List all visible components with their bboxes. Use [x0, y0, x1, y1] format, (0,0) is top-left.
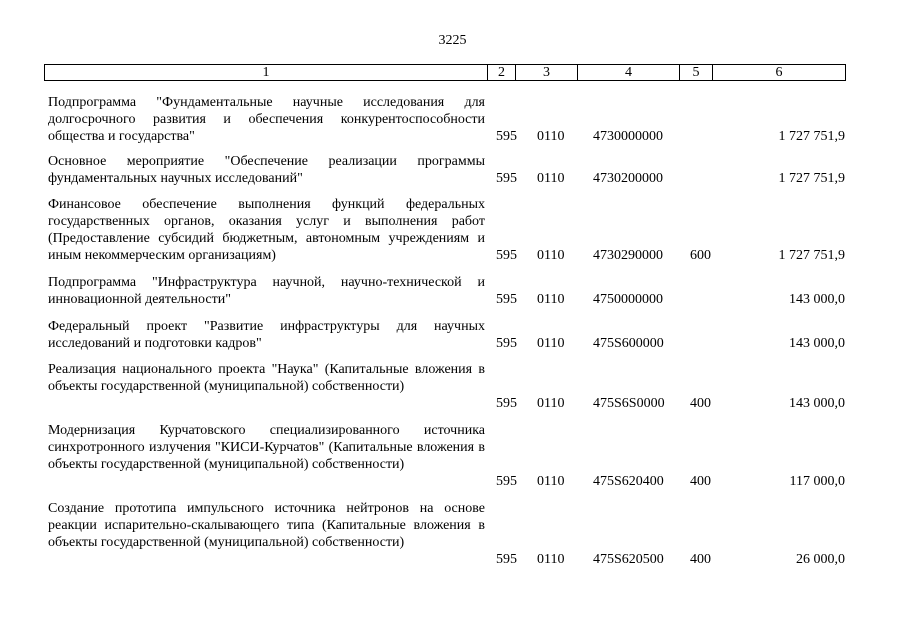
column-header-4: 4 [578, 65, 680, 81]
row-section-code: 0110 [537, 396, 565, 411]
column-header-table [44, 64, 846, 81]
row-target-article: 475S620500 [593, 552, 664, 567]
column-header-5: 5 [680, 65, 713, 81]
row-expense-type: 400 [690, 396, 711, 411]
row-target-article: 4730290000 [593, 248, 663, 263]
row-ministry-code: 595 [496, 171, 517, 186]
row-description: Подпрограмма "Фундаментальные научные исследования для долгосрочного развития и обеспечения конкурентоспособности общества и государства" [48, 95, 485, 144]
table-row [48, 274, 845, 308]
row-amount: 1 727 751,9 [778, 171, 845, 186]
row-description: Модернизация Курчатовского специализированного источника синхротронного излучения "КИСИ-Курчатов" (Капитальные вложения в объекты государственной (муниципальной) собственности) [48, 423, 485, 472]
row-target-article: 4750000000 [593, 292, 663, 307]
row-expense-type: 400 [690, 552, 711, 567]
row-ministry-code: 595 [496, 248, 517, 263]
column-header-6: 6 [713, 65, 846, 81]
table-row [48, 500, 845, 568]
row-section-code: 0110 [537, 292, 565, 307]
row-description: Подпрограмма "Инфраструктура научной, научно-технической и инновационной деятельности" [48, 275, 485, 307]
row-amount: 1 727 751,9 [778, 129, 845, 144]
row-description: Основное мероприятие "Обеспечение реализации программы фундаментальных научных исследований" [48, 154, 485, 186]
row-amount: 143 000,0 [789, 396, 845, 411]
row-expense-type: 400 [690, 474, 711, 489]
row-ministry-code: 595 [496, 292, 517, 307]
page-number: 3225 [438, 33, 467, 48]
row-section-code: 0110 [537, 552, 565, 567]
row-amount: 143 000,0 [789, 336, 845, 351]
row-target-article: 4730000000 [593, 129, 663, 144]
row-ministry-code: 595 [496, 129, 517, 144]
row-section-code: 0110 [537, 474, 565, 489]
column-header-row [45, 65, 846, 81]
row-target-article: 475S620400 [593, 474, 664, 489]
row-ministry-code: 595 [496, 336, 517, 351]
column-header-1: 1 [45, 65, 488, 81]
row-amount: 117 000,0 [789, 474, 845, 489]
row-amount: 26 000,0 [796, 552, 845, 567]
row-section-code: 0110 [537, 171, 565, 186]
table-row [48, 153, 845, 187]
table-row [48, 318, 845, 352]
row-target-article: 475S6S0000 [593, 396, 665, 411]
table-row [48, 422, 845, 490]
row-ministry-code: 595 [496, 474, 517, 489]
row-description: Создание прототипа импульсного источника нейтронов на основе реакции испарительно-скалывающего типа (Капитальные вложения в объекты государственной (муниципальной) собственности) [48, 501, 485, 550]
row-target-article: 4730200000 [593, 171, 663, 186]
row-section-code: 0110 [537, 248, 565, 263]
table-row [48, 361, 845, 412]
row-amount: 1 727 751,9 [778, 248, 845, 263]
row-amount: 143 000,0 [789, 292, 845, 307]
row-section-code: 0110 [537, 336, 565, 351]
row-ministry-code: 595 [496, 552, 517, 567]
row-description: Финансовое обеспечение выполнения функций федеральных государственных органов, оказания услуг и выполнения работ (Предоставление субсидий бюджетным, автономным учреждениям и иным некоммерческим организациям) [48, 197, 485, 263]
row-ministry-code: 595 [496, 396, 517, 411]
row-section-code: 0110 [537, 129, 565, 144]
row-description: Реализация национального проекта "Наука" (Капитальные вложения в объекты государственной (муниципальной) собственности) [48, 362, 485, 394]
column-header-2: 2 [488, 65, 516, 81]
table-row [48, 94, 845, 145]
row-target-article: 475S600000 [593, 336, 664, 351]
column-header-3: 3 [516, 65, 578, 81]
row-description: Федеральный проект "Развитие инфраструктуры для научных исследований и подготовки кадров" [48, 319, 485, 351]
row-expense-type: 600 [690, 248, 711, 263]
table-row [48, 196, 845, 264]
